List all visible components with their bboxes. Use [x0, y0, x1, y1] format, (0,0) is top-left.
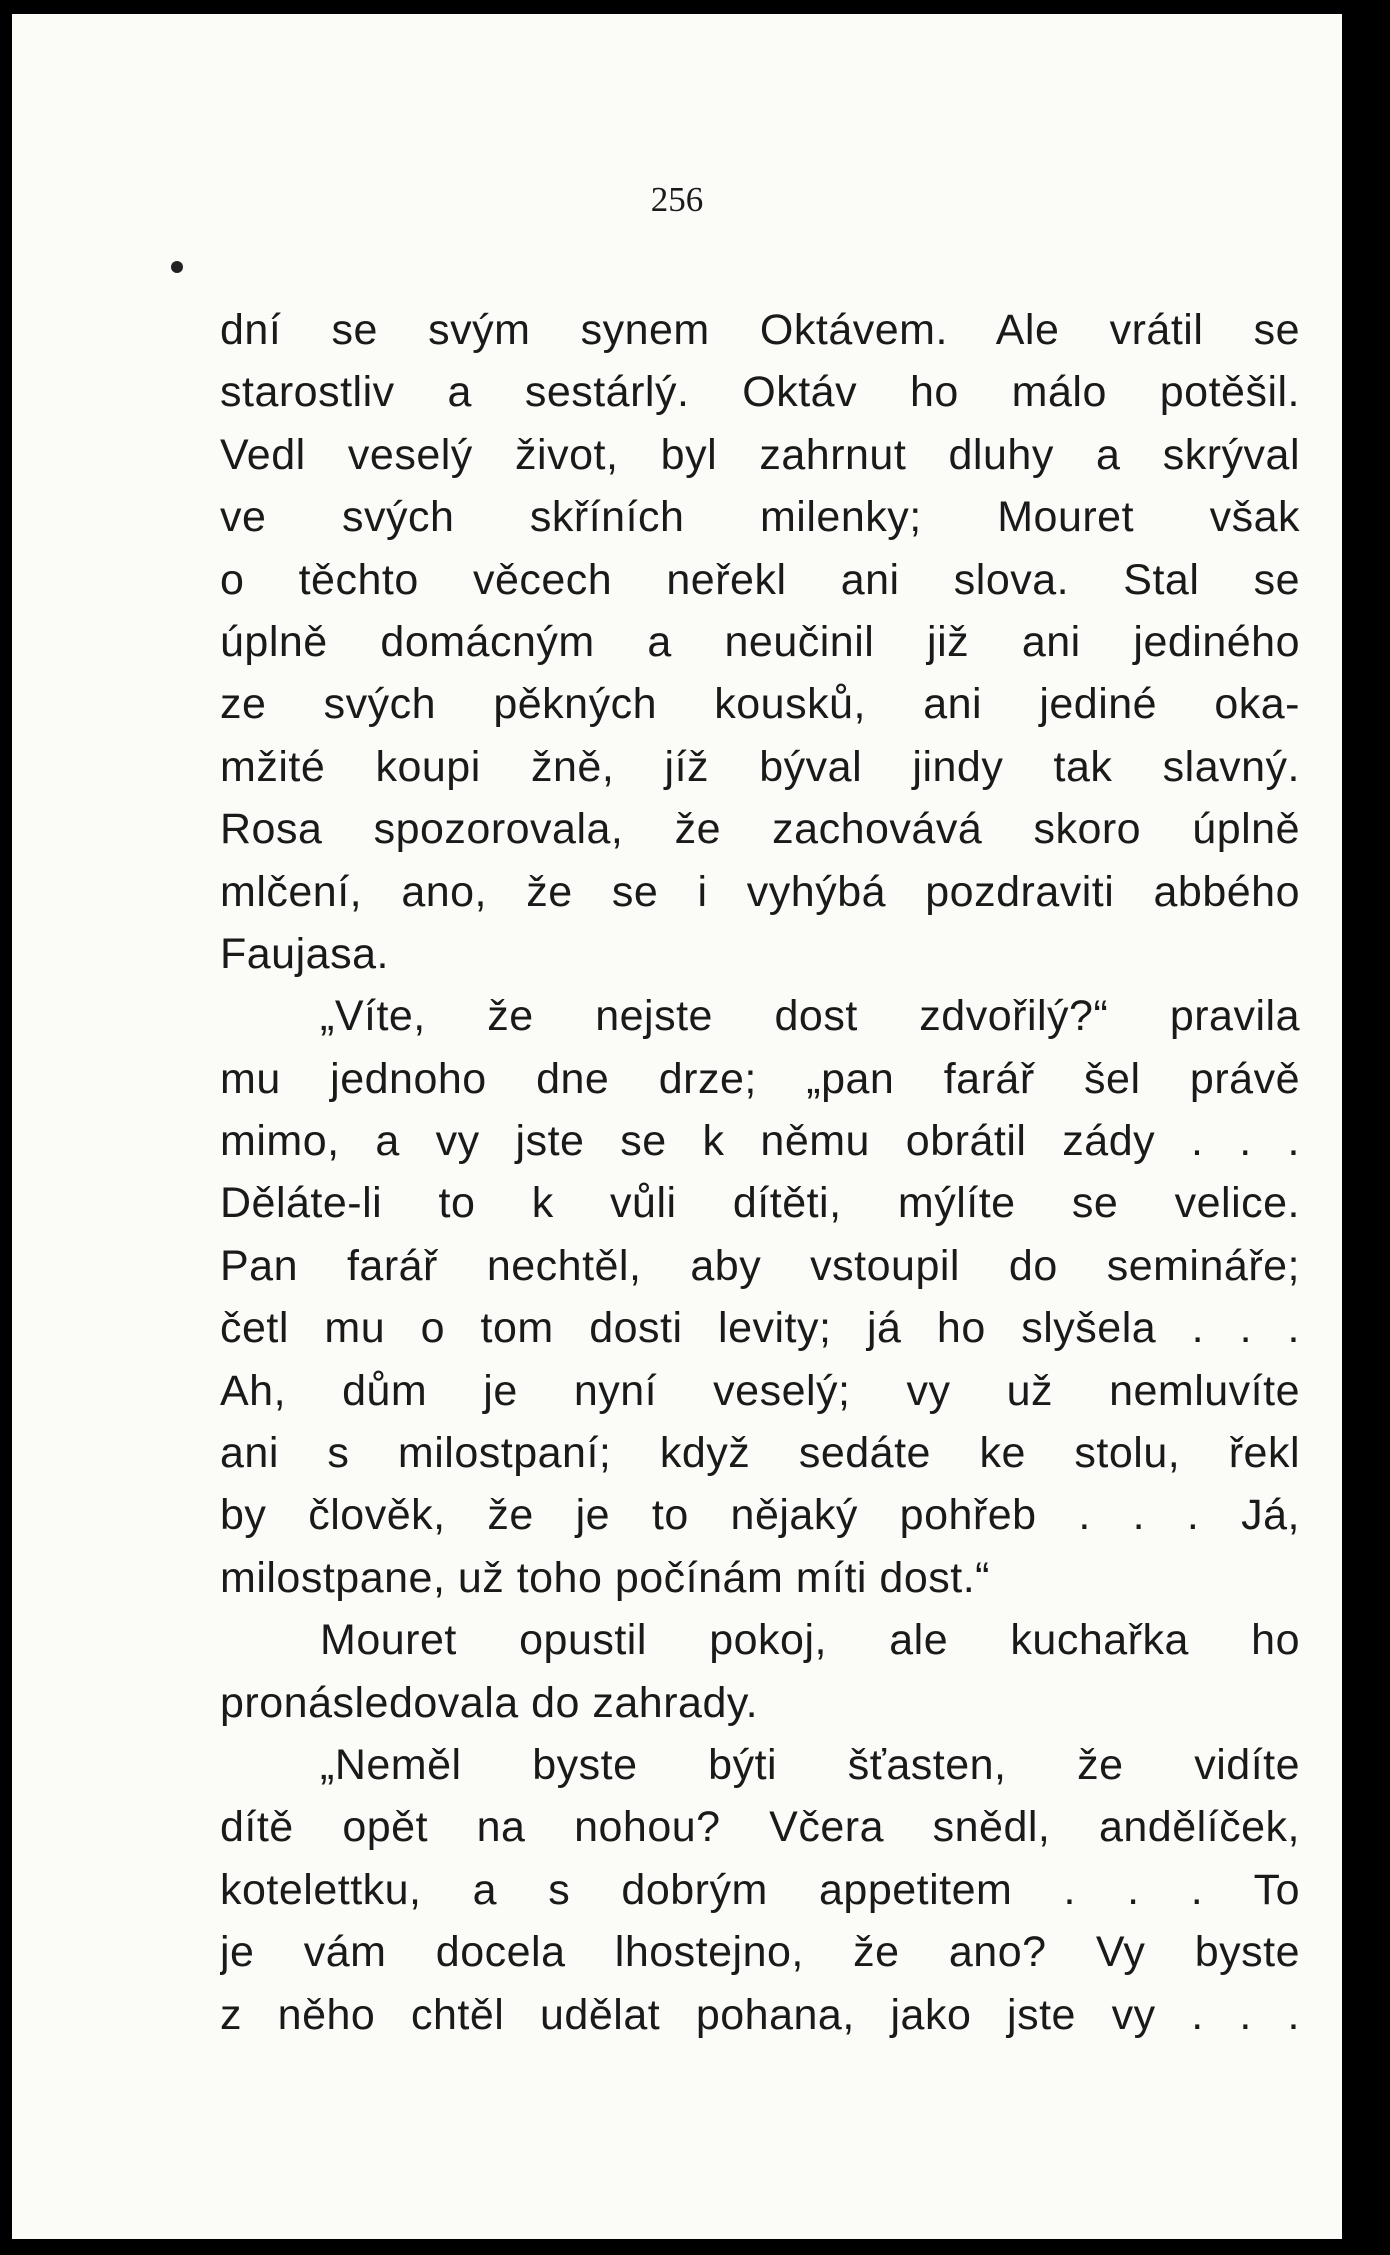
text-line: mlčení, ano, že se i vyhýbá pozdraviti abbého — [220, 867, 1300, 916]
text-line: mžité koupi žně, jíž býval jindy tak slavný. — [220, 742, 1300, 791]
margin-mark — [171, 261, 183, 273]
text-line: dítě opět na nohou? Včera snědl, andělíček, — [220, 1803, 1300, 1852]
text-line: „Neměl byste býti šťasten, že vidíte — [320, 1740, 1300, 1789]
text-line: kotelettku, a s dobrým appetitem . . . To — [220, 1865, 1300, 1914]
text-line: Faujasa. — [220, 929, 389, 978]
body-text — [220, 299, 1300, 2046]
book-page — [12, 14, 1342, 2239]
text-line: „Víte, že nejste dost zdvořilý?“ pravila — [320, 992, 1300, 1041]
text-line: Ah, dům je nyní veselý; vy už nemluvíte — [220, 1366, 1300, 1415]
text-line: ve svých skříních milenky; Mouret však — [220, 493, 1300, 542]
text-line: milostpane, už toho počínám míti dost.“ — [220, 1553, 990, 1602]
text-line: Děláte-li to k vůli dítěti, mýlíte se velice. — [220, 1179, 1300, 1228]
text-line: dní se svým synem Oktávem. Ale vrátil se — [220, 306, 1300, 354]
text-line: Mouret opustil pokoj, ale kuchařka ho — [320, 1616, 1300, 1665]
text-line: mu jednoho dne drze; „pan farář šel právě — [220, 1054, 1300, 1103]
text-line: z něho chtěl udělat pohana, jako jste vy . . . — [220, 1990, 1300, 2039]
text-line: starostliv a sestárlý. Oktáv ho málo potěšil. — [220, 368, 1300, 417]
text-line: pronásledovala do zahrady. — [220, 1678, 759, 1727]
text-line: četl mu o tom dosti levity; já ho slyšela . . . — [220, 1304, 1300, 1353]
page-number: 256 — [650, 180, 704, 219]
text-line: Rosa spozorovala, že zachovává skoro úplně — [220, 805, 1300, 854]
text-line: je vám docela lhostejno, že ano? Vy byste — [220, 1928, 1300, 1977]
text-line: o těchto věcech neřekl ani slova. Stal se — [220, 555, 1300, 604]
text-line: ani s milostpaní; když sedáte ke stolu, řekl — [220, 1429, 1300, 1478]
text-line: ze svých pěkných kousků, ani jediné oka- — [220, 680, 1300, 729]
text-line: Pan farář nechtěl, aby vstoupil do semináře; — [220, 1241, 1300, 1290]
text-line: mimo, a vy jste se k němu obrátil zády . . . — [220, 1117, 1300, 1166]
text-line: by člověk, že je to nějaký pohřeb . . . Já, — [220, 1491, 1300, 1540]
text-line: Vedl veselý život, byl zahrnut dluhy a skrýval — [220, 430, 1300, 479]
text-line: úplně domácným a neučinil již ani jediného — [220, 617, 1300, 666]
